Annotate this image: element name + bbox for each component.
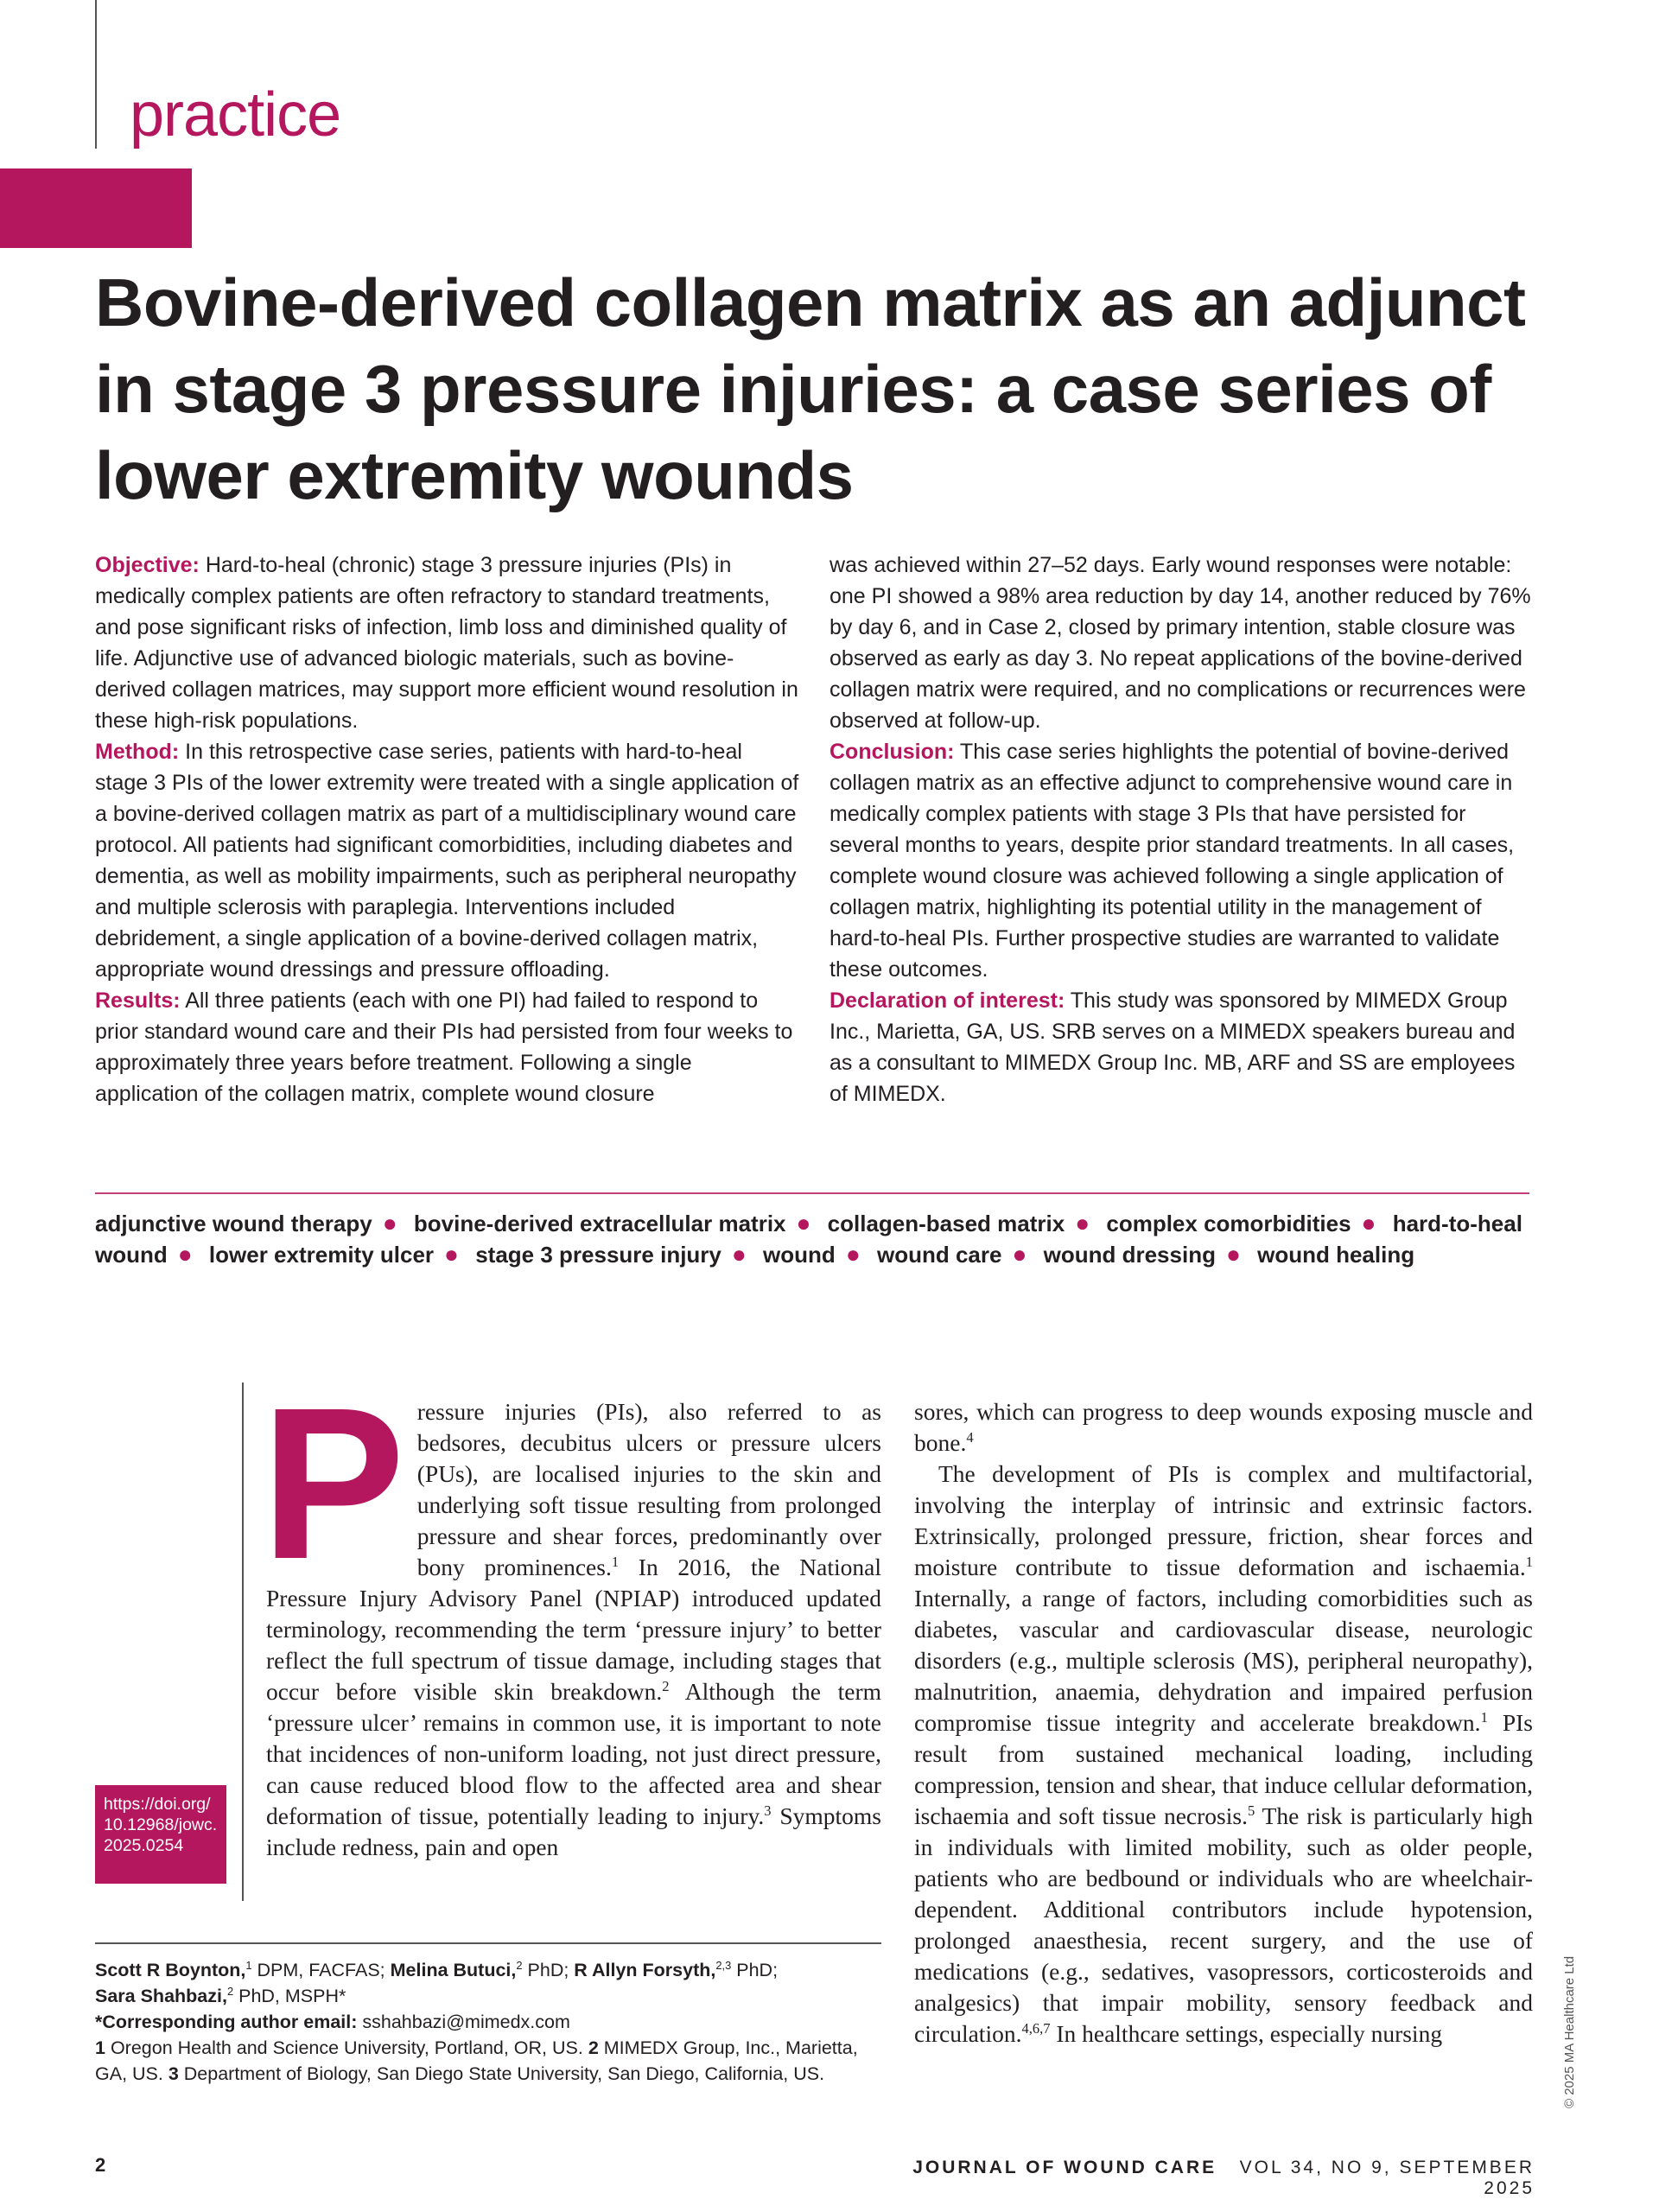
abstract-objective	[95, 550, 799, 736]
abstract-declaration	[830, 985, 1534, 1109]
issue-info: VOL 34, NO 9, SEPTEMBER 2025	[1239, 2158, 1535, 2198]
keyword: stage 3 pressure injury	[475, 1242, 721, 1268]
author-list	[95, 1957, 881, 2009]
doi-box[interactable]	[95, 1785, 226, 1884]
conclusion-heading: Conclusion:	[830, 740, 955, 764]
citation-ref: 1	[1525, 1553, 1533, 1570]
abstract-right-column	[830, 550, 1534, 1109]
author-degree: DPM, FACFAS;	[251, 1960, 391, 1980]
results-heading: Results:	[95, 988, 181, 1013]
results-text-part1: All three patients (each with one PI) had failed to respond to prior standard wound care and their PIs had persisted from four weeks to approximately three years before treatment. Following a single application of the collagen matrix, complete wound closure	[95, 988, 793, 1106]
citation-ref: 2	[662, 1677, 670, 1694]
objective-text: Hard-to-heal (chronic) stage 3 pressure injuries (PIs) in medically complex patients are often refractory to standard treatments, and pose significant risks of infection, limb loss and diminished quality of life. Adjunctive use of advanced biologic materials, such as bovine-derived collagen matrices, may support more efficient wound resolution in these high-risk populations.	[95, 553, 798, 733]
keyword-separator: ●	[1075, 1210, 1090, 1236]
keyword: lower extremity ulcer	[208, 1242, 435, 1268]
author-name: R Allyn Forsyth,	[574, 1960, 716, 1980]
body-text-run: Symptoms include redness, pain and open	[266, 1802, 882, 1860]
affiliation-ref: 1	[245, 1958, 252, 1972]
affiliation-ref: 2	[516, 1958, 523, 1972]
body-column-1	[261, 1363, 882, 1863]
abstract-method	[95, 736, 799, 985]
article-title: Bovine-derived collagen matrix as an adjunct in stage 3 pressure injuries: a case series of lower extremity wounds	[95, 264, 1526, 513]
affiliation-text: Department of Biology, San Diego State University, San Diego, California, US.	[178, 2063, 825, 2084]
method-heading: Method:	[95, 740, 180, 764]
body-paragraph	[914, 1459, 1533, 2050]
author-degree: PhD;	[522, 1960, 575, 1980]
body-text-run: In 2016, the National Pressure Injury Advisory Panel (NPIAP) introduced updated terminology, recommending the term ‘pressure injury’ to better reflect the full spectrum of tissue damage, including stages that occur before visible skin breakdown.	[266, 1554, 881, 1705]
citation-ref: 5	[1247, 1802, 1255, 1819]
drop-cap: P	[261, 1363, 405, 1604]
corresponding-email[interactable]: sshahbazi@mimedx.com	[357, 2012, 570, 2032]
affiliation-number: 2	[588, 2037, 599, 2058]
keyword-separator: ●	[1012, 1241, 1027, 1268]
abstract-left-column	[95, 550, 799, 1109]
column-rule	[242, 1382, 244, 1901]
keyword: adjunctive wound therapy	[95, 1211, 372, 1236]
body-text-run: Internally, a range of factors, including comorbidities such as diabetes, vascular and cardiovascular disease, neurologic disorders (e.g., multiple sclerosis (MS), peripheral neuropathy), malnutrition, anaemia, dehydration and impaired perfusion compromise tissue integrity and accelerate breakdown.	[914, 1585, 1533, 1736]
keyword-separator: ●	[796, 1210, 811, 1236]
journal-name: JOURNAL OF WOUND CARE	[912, 2158, 1217, 2177]
citation-ref: 4	[966, 1428, 974, 1446]
declaration-text: This study was sponsored by MIMEDX Group Inc., Marietta, GA, US. SRB serves on a MIMEDX speakers bureau and as a consultant to MIMEDX Group Inc. MB, ARF and SS are employees of MIMEDX.	[830, 988, 1516, 1106]
keyword: wound dressing	[1043, 1242, 1216, 1268]
keyword: hard-to-heal wound	[95, 1211, 1522, 1268]
body-text-run: Although the term ‘pressure ulcer’ remains in common use, it is important to note that incidences of non-uniform loading, not just direct pressure, can cause reduced blood flow to the affected area and shear deformation of tissue, potentially leading to injury.	[266, 1678, 881, 1829]
keyword-separator: ●	[731, 1241, 747, 1268]
keyword: wound care	[876, 1242, 1002, 1268]
citation-ref: 4,6,7	[1021, 2019, 1051, 2037]
authors-rule	[95, 1942, 881, 1944]
affiliation-text: Oregon Health and Science University, Portland, OR, US.	[105, 2037, 588, 2058]
author-name: Scott R Boynton,	[95, 1960, 246, 1980]
body-text-run: sores, which can progress to deep wounds exposing muscle and bone.	[914, 1398, 1533, 1456]
affiliations	[95, 2035, 881, 2087]
keyword-separator: ●	[845, 1241, 861, 1268]
doi-line: 10.12968/jowc.	[104, 1815, 218, 1834]
keywords-divider	[95, 1192, 1529, 1194]
author-name: Sara Shahbazi,	[95, 1986, 227, 2006]
conclusion-text: This case series highlights the potential of bovine-derived collagen matrix as an effective adjunct to comprehensive wound care in medically complex patients with stage 3 PIs that have persisted for several months to years, despite prior standard treatments. In all cases, complete wound closure was achieved following a single application of collagen matrix, highlighting its potential utility in the management of hard-to-heal PIs. Further prospective studies are warranted to validate these outcomes.	[830, 740, 1515, 982]
page-number: 2	[95, 2154, 106, 2176]
corresponding-author	[95, 2009, 881, 2035]
citation-ref: 1	[1480, 1708, 1488, 1726]
copyright-notice: © 2025 MA Healthcare Ltd	[1562, 1955, 1577, 2108]
body-paragraph-continued	[914, 1396, 1533, 1459]
doi-line: 2025.0254	[104, 1836, 184, 1855]
affiliation-ref: 2,3	[715, 1958, 732, 1972]
affiliation-number: 1	[95, 2037, 105, 2058]
body-text-run: ressure injuries (PIs), also referred to as bedsores, decubitus ulcers or pressure ulcers (PUs), are localised injuries to the skin and underlying soft tissue resulting from prolonged pressure and shear forces, predominantly over bony prominences.	[416, 1398, 881, 1580]
keyword-separator: ●	[382, 1210, 397, 1236]
objective-heading: Objective:	[95, 553, 200, 577]
author-degree: PhD;	[731, 1960, 779, 1980]
keyword-separator: ●	[444, 1241, 459, 1268]
header-rule	[95, 0, 97, 149]
body-text-run: The development of PIs is complex and multifactorial, involving the interplay of intrinsic and extrinsic factors. Extrinsically, prolonged pressure, friction, shear forces and moisture contribute to tissue deformation and ischaemia.	[914, 1460, 1533, 1580]
section-color-block	[0, 168, 192, 248]
affiliation-text: MIMEDX Group, Inc., Marietta, GA, US.	[95, 2037, 858, 2084]
declaration-heading: Declaration of interest:	[830, 988, 1065, 1013]
citation-ref: 1	[611, 1553, 620, 1570]
body-column-2	[914, 1396, 1533, 2050]
intro-paragraph	[261, 1363, 882, 1863]
keyword-separator: ●	[177, 1241, 193, 1268]
section-label: practice	[130, 80, 341, 149]
keyword: wound	[763, 1242, 836, 1268]
keyword-separator: ●	[1361, 1210, 1376, 1236]
body-text-run: The risk is particularly high in individuals with limited mobility, such as older people, patients who are bedbound or individuals who are wheelchair-dependent. Additional contributors include hypotension, prolonged anaesthesia, recent surgery, and the use of medications (e.g., sedatives, vasopressors, corticosteroids and analgesics) that impair mobility, sensory feedback and circulation.	[914, 1802, 1533, 2047]
results-text-part2: was achieved within 27–52 days. Early wound responses were notable: one PI showed a 98% area reduction by day 14, another reduced by 76% by day 6, and in Case 2, closed by primary intention, stable closure was observed as early as day 3. No repeat applications of the bovine-derived collagen matrix were required, and no complications or recurrences were observed at follow-up.	[830, 553, 1531, 733]
citation-ref: 3	[764, 1802, 772, 1819]
keyword-separator: ●	[1225, 1241, 1241, 1268]
body-text-run: In healthcare settings, especially nursing	[1050, 2020, 1443, 2047]
abstract-conclusion	[830, 736, 1534, 985]
author-info	[95, 1957, 881, 2087]
running-footer	[895, 2158, 1535, 2199]
abstract-results	[95, 985, 799, 1109]
keyword: bovine-derived extracellular matrix	[413, 1211, 786, 1236]
affiliation-ref: 2	[226, 1984, 234, 1998]
doi-line: https://doi.org/	[104, 1795, 211, 1814]
keyword: complex comorbidities	[1106, 1211, 1351, 1236]
keyword: wound healing	[1257, 1242, 1415, 1268]
method-text: In this retrospective case series, patients with hard-to-heal stage 3 PIs of the lower extremity were treated with a single application of a bovine-derived collagen matrix as part of a multidisciplinary wound care protocol. All patients had significant comorbidities, including diabetes and dementia, as well as mobility impairments, such as peripheral neuropathy and multiple sclerosis with paraplegia. Interventions included debridement, a single application of a bovine-derived collagen matrix, appropriate wound dressings and pressure offloading.	[95, 740, 799, 982]
body-text-run: PIs result from sustained mechanical loading, including compression, tension and shear, that induce cellular deformation, ischaemia and soft tissue necrosis.	[914, 1709, 1533, 1829]
corresponding-label: *Corresponding author email:	[95, 2012, 358, 2032]
author-degree: PhD, MSPH*	[233, 1986, 346, 2006]
keyword: collagen-based matrix	[827, 1211, 1065, 1236]
keywords-list	[95, 1208, 1547, 1270]
affiliation-number: 3	[168, 2063, 179, 2084]
author-name: Melina Butuci,	[390, 1960, 517, 1980]
